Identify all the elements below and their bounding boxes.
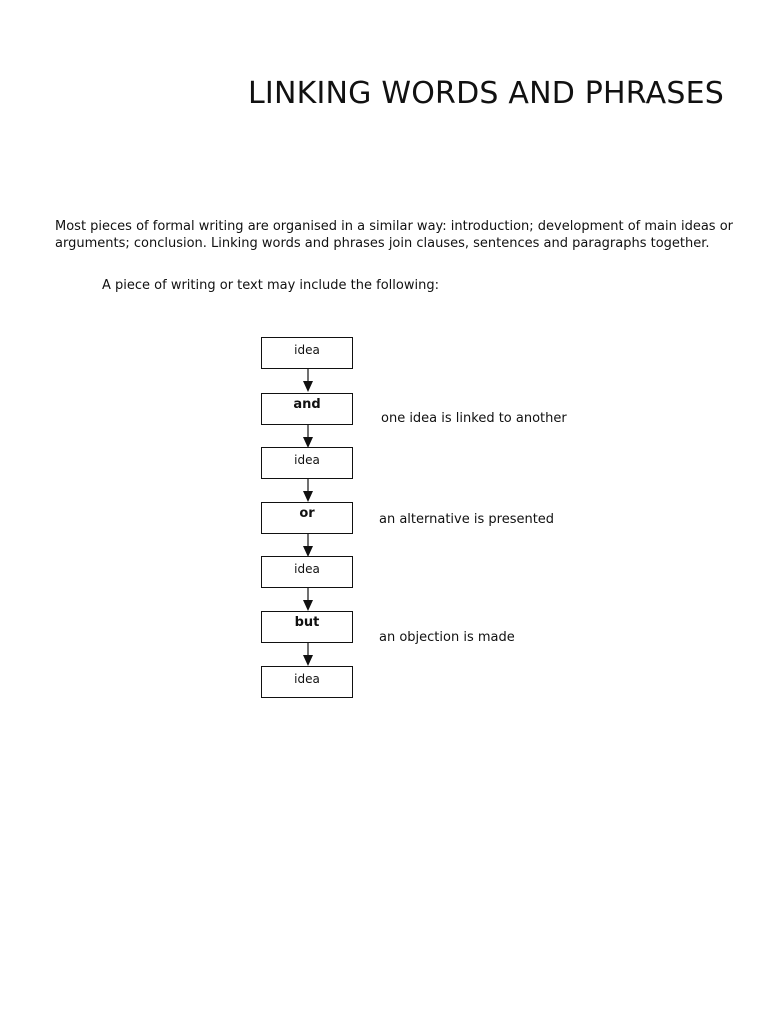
down-arrow-icon xyxy=(302,369,314,392)
down-arrow-icon xyxy=(302,534,314,557)
flow-box-idea-3: idea xyxy=(261,556,353,588)
intro-paragraph: Most pieces of formal writing are organised in a similar way: introduction; development of main ideas or arguments; conclusion. Linking words and phrases join clauses, sentences and paragraphs together. xyxy=(55,219,734,251)
note-but: an objection is made xyxy=(379,630,515,645)
lead-sentence: A piece of writing or text may include the following: xyxy=(102,278,439,293)
flow-box-idea-1: idea xyxy=(261,337,353,369)
down-arrow-icon xyxy=(302,588,314,611)
flow-box-or: or xyxy=(261,502,353,534)
down-arrow-icon xyxy=(302,425,314,448)
note-or: an alternative is presented xyxy=(379,512,555,527)
flow-box-idea-4: idea xyxy=(261,666,353,698)
flow-box-idea-2: idea xyxy=(261,447,353,479)
down-arrow-icon xyxy=(302,479,314,502)
page-title: LINKING WORDS AND PHRASES xyxy=(248,76,724,111)
flow-box-and: and xyxy=(261,393,353,425)
down-arrow-icon xyxy=(302,643,314,666)
flow-box-but: but xyxy=(261,611,353,643)
note-and: one idea is linked to another xyxy=(381,411,567,426)
